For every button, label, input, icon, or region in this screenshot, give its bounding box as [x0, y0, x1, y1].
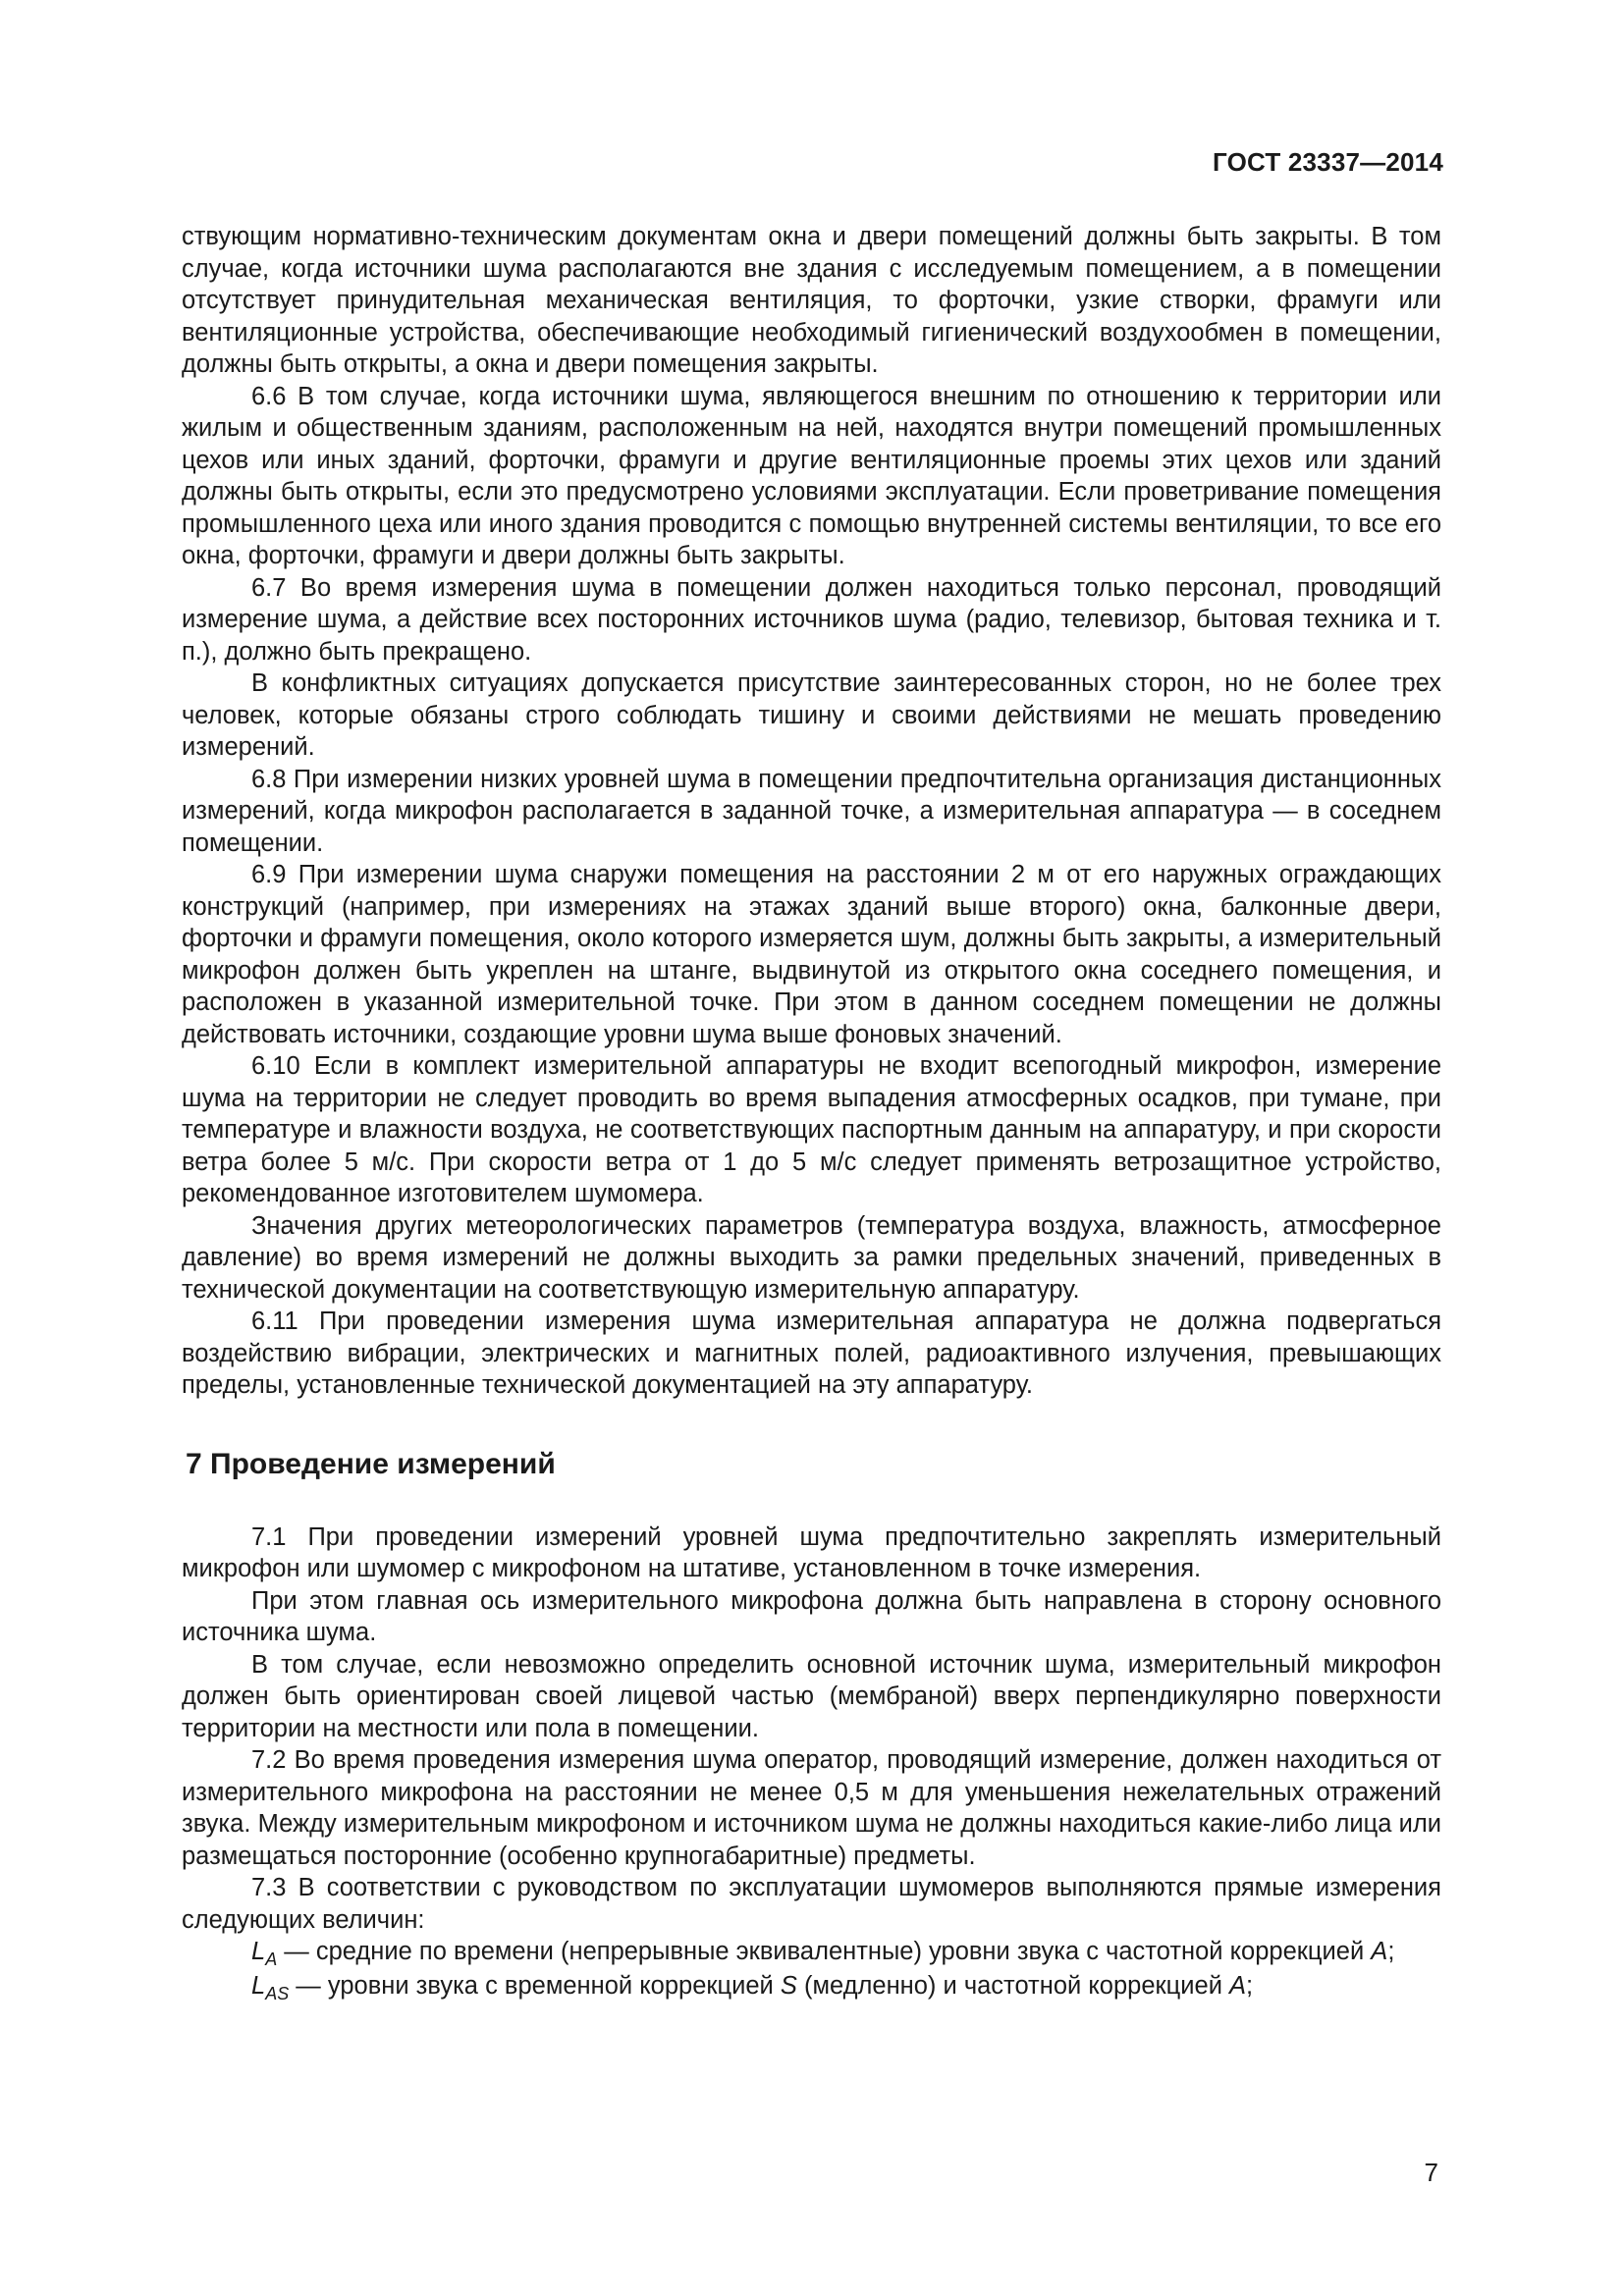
paragraph: 6.7 Во время измерения шума в помещении должен находиться только персонал, проводящий измерение шума, а действие всех посторонних источников шума (радио, телевизор, бытовая техника и т. п.), должно быть прекращено.: [182, 573, 1441, 666]
definition-text: — уровни звука с временной коррекцией: [289, 1971, 781, 2000]
definition-text: — средние по времени (непрерывные эквивалентные) уровни звука с частотной коррекцией: [277, 1938, 1372, 1965]
page-content: [182, 221, 1441, 2003]
paragraph: ствующим нормативно-техническим документам окна и двери помещений должны быть закрыты. В том случае, когда источники шума располагаются вне здания с исследуемым помещением, а в помещении отсутствует принудительная механическая вентиляция, то форточки, узкие створки, фрамуги или вентиляционные устройства, обеспечивающие необходимый гигиенический воздухообмен в помещении, должны быть открыты, а окна и двери помещения закрыты.: [182, 223, 1441, 378]
document-id-header: ГОСТ 23337—2014: [1213, 147, 1443, 177]
definition-text-end: ;: [1246, 1971, 1254, 2000]
paragraph: 7.2 Во время проведения измерения шума оператор, проводящий измерение, должен находиться от измерительного микрофона на расстоянии не менее 0,5 м для уменьшения нежелательных отражений звука. Между измерительным микрофоном и источником шума не должны находиться какие-либо лица или размещаться посторонние (особенно крупногабаритные) предметы.: [182, 1746, 1441, 1870]
paragraph: При этом главная ось измерительного микрофона должна быть направлена в сторону основного источника шума.: [182, 1586, 1441, 1646]
section-heading: 7 Проведение измерений: [186, 1447, 556, 1480]
definition-text-mid: (медленно) и частотной коррекцией: [796, 1971, 1230, 2000]
page-number: 7: [1424, 2158, 1438, 2187]
definition-item: [182, 1970, 1441, 2004]
correction-symbol: S: [780, 1971, 797, 2000]
correction-symbol: A: [1371, 1938, 1388, 1965]
quantity-subscript: AS: [265, 1983, 290, 2003]
paragraph: 6.8 При измерении низких уровней шума в помещении предпочтительна организация дистанционных измерений, когда микрофон располагается в заданной точке, а измерительная аппаратура — в соседнем помещении.: [182, 765, 1441, 857]
quantity-symbol: L: [251, 1971, 266, 2000]
definition-item: [182, 1936, 1441, 1970]
paragraph: 6.9 При измерении шума снаружи помещения на расстоянии 2 м от его наружных ограждающих конструкций (например, при измерениях на этажах зданий выше второго) окна, балконные двери, форточки и фрамуги помещения, около которого измеряется шум, должны быть закрыты, а измерительный микрофон должен быть укреплен на штанге, выдвинутой из открытого окна соседнего помещения, и расположен в указанной измерительной точке. При этом в данном соседнем помещении не должны действовать источники, создающие уровни шума выше фоновых значений.: [182, 861, 1441, 1048]
paragraph: 6.6 В том случае, когда источники шума, являющегося внешним по отношению к территории или жилым и общественным зданиям, расположенным на ней, находятся внутри помещений промышленных цехов или иных зданий, форточки, фрамуги и другие вентиляционные проемы этих цехов или зданий должны быть открыты, если это предусмотрено условиями эксплуатации. Если проветривание помещения промышленного цеха или иного здания проводится с помощью внутренней системы вентиляции, то все его окна, форточки, фрамуги и двери должны быть закрыты.: [182, 382, 1441, 569]
paragraph: 7.1 При проведении измерений уровней шума предпочтительно закреплять измерительный микрофон или шумомер с микрофоном на штативе, установленном в точке измерения.: [182, 1522, 1441, 1582]
definition-text-end: ;: [1387, 1938, 1395, 1965]
correction-symbol: A: [1229, 1971, 1247, 2000]
paragraph: 7.3 В соответствии с руководством по эксплуатации шумомеров выполняются прямые измерения следующих величин:: [182, 1874, 1441, 1934]
quantity-symbol: L: [251, 1938, 266, 1965]
paragraph: 6.10 Если в комплект измерительной аппаратуры не входит всепогодный микрофон, измерение шума на территории не следует проводить во время выпадения атмосферных осадков, при тумане, при температуре и влажности воздуха, не соответствующих паспортным данным на аппаратуру, и при скорости ветра более 5 м/с. При скорости ветра от 1 до 5 м/с следует применять ветрозащитное устройство, рекомендованное изготовителем шумомера.: [182, 1052, 1441, 1207]
paragraph: Значения других метеорологических параметров (температура воздуха, влажность, атмосферное давление) во время измерений не должны выходить за рамки предельных значений, приведенных в технической документации на соответствующую измерительную аппаратуру.: [182, 1211, 1441, 1304]
paragraph: 6.11 При проведении измерения шума измерительная аппаратура не должна подвергаться воздействию вибрации, электрических и магнитных полей, радиоактивного излучения, превышающих пределы, установленные технической документацией на эту аппаратуру.: [182, 1308, 1441, 1399]
paragraph: В том случае, если невозможно определить основной источник шума, измерительный микрофон должен быть ориентирован своей лицевой частью (мембраной) вверх перпендикулярно поверхности территории на местности или пола в помещении.: [182, 1650, 1441, 1742]
paragraph: В конфликтных ситуациях допускается присутствие заинтересованных сторон, но не более трех человек, которые обязаны строго соблюдать тишину и своими действиями не мешать проведению измерений.: [182, 669, 1441, 761]
quantity-subscript: A: [265, 1949, 278, 1969]
